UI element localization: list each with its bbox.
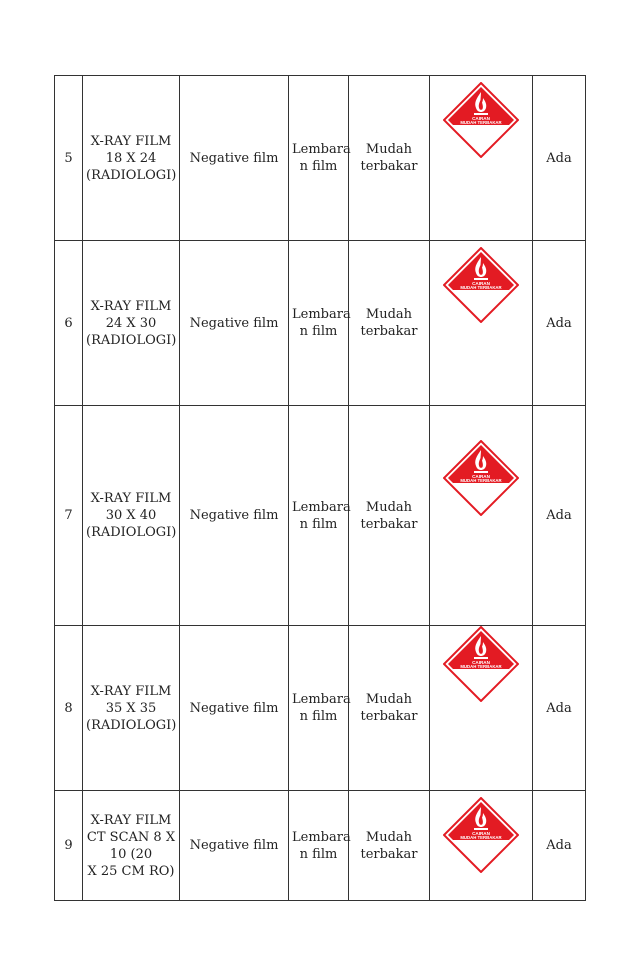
table-row — [55, 76, 586, 241]
hazard-sign-label-line1: CAIRAN — [472, 831, 490, 836]
hazard-description — [349, 626, 430, 791]
row-number — [55, 791, 83, 901]
hazard-symbol — [430, 241, 533, 406]
item-name-text: X-RAY FILM CT SCAN 8 X 10 (20 X 25 CM RO) — [86, 812, 176, 879]
row-number — [55, 406, 83, 626]
item-form — [289, 241, 349, 406]
availability-status-text: Ada — [546, 315, 572, 331]
item-type — [180, 791, 289, 901]
availability-status — [533, 791, 586, 901]
hazard-description-text: Mudah terbakar — [360, 692, 418, 724]
hazard-sign-label-line2: MUDAH TERBAKAR — [460, 120, 502, 125]
item-type-text: Negative film — [189, 315, 279, 331]
hazard-description — [349, 791, 430, 901]
availability-status-text: Ada — [546, 838, 572, 853]
flammable-liquid-diamond-icon — [443, 247, 519, 323]
availability-status — [533, 406, 586, 626]
hazard-materials-table — [54, 75, 586, 901]
item-type — [180, 406, 289, 626]
hazard-sign-label-line1: CAIRAN — [472, 660, 490, 665]
row-number-text: 7 — [64, 508, 73, 523]
availability-status-text: Ada — [546, 150, 572, 166]
hazard-symbol — [430, 626, 533, 791]
table-row — [55, 791, 586, 901]
item-type-text: Negative film — [189, 150, 279, 166]
item-type — [180, 241, 289, 406]
item-form — [289, 791, 349, 901]
hazard-sign-label-line1: CAIRAN — [472, 281, 490, 286]
hazard-symbol — [430, 791, 533, 901]
item-name-text: X-RAY FILM 24 X 30 (RADIOLOGI) — [86, 298, 177, 348]
row-number — [55, 626, 83, 791]
hazard-symbol — [430, 406, 533, 626]
hazard-description-text: Mudah terbakar — [360, 499, 418, 532]
item-type-text: Negative film — [189, 508, 279, 523]
table-row — [55, 406, 586, 626]
flammable-liquid-diamond-icon — [443, 82, 519, 158]
availability-status-text: Ada — [546, 508, 572, 523]
item-name-text: X-RAY FILM 18 X 24 (RADIOLOGI) — [86, 133, 177, 183]
hazard-description-text: Mudah terbakar — [360, 829, 418, 862]
item-name — [83, 626, 180, 791]
item-form-text: Lembara n film — [292, 142, 351, 174]
row-number — [55, 241, 83, 406]
row-number-text: 9 — [64, 838, 73, 853]
hazard-description — [349, 241, 430, 406]
hazard-description-text: Mudah terbakar — [360, 142, 418, 174]
hazard-sign-label-line2: MUDAH TERBAKAR — [460, 664, 502, 669]
hazard-sign-label-line2: MUDAH TERBAKAR — [460, 478, 502, 483]
item-form — [289, 626, 349, 791]
item-name — [83, 76, 180, 241]
item-name — [83, 241, 180, 406]
row-number-text: 5 — [64, 150, 73, 166]
item-form-text: Lembara n film — [292, 499, 351, 532]
item-type — [180, 626, 289, 791]
row-number-text: 6 — [64, 315, 73, 331]
flammable-liquid-diamond-icon — [443, 626, 519, 702]
flammable-liquid-diamond-icon — [443, 797, 519, 873]
flammable-liquid-diamond-icon — [443, 440, 519, 516]
availability-status — [533, 76, 586, 241]
table-row — [55, 626, 586, 791]
availability-status — [533, 626, 586, 791]
item-form-text: Lembara n film — [292, 307, 351, 339]
row-number-text: 8 — [64, 700, 73, 716]
hazard-sign-label-line1: CAIRAN — [472, 474, 490, 479]
table-row — [55, 241, 586, 406]
availability-status-text: Ada — [546, 700, 572, 716]
hazard-sign-label-line1: CAIRAN — [472, 116, 490, 121]
item-form-text: Lembara n film — [292, 829, 351, 862]
hazard-sign-label-line2: MUDAH TERBAKAR — [460, 285, 502, 290]
item-form-text: Lembara n film — [292, 692, 351, 724]
item-form — [289, 406, 349, 626]
hazard-description — [349, 406, 430, 626]
availability-status — [533, 241, 586, 406]
item-name — [83, 406, 180, 626]
item-name — [83, 791, 180, 901]
hazard-sign-label-line2: MUDAH TERBAKAR — [460, 835, 502, 840]
item-type-text: Negative film — [189, 838, 279, 853]
item-type-text: Negative film — [189, 700, 279, 716]
hazard-description-text: Mudah terbakar — [360, 307, 418, 339]
hazard-symbol — [430, 76, 533, 241]
item-form — [289, 76, 349, 241]
item-name-text: X-RAY FILM 30 X 40 (RADIOLOGI) — [86, 491, 177, 540]
row-number — [55, 76, 83, 241]
item-name-text: X-RAY FILM 35 X 35 (RADIOLOGI) — [86, 683, 177, 733]
item-type — [180, 76, 289, 241]
hazard-description — [349, 76, 430, 241]
